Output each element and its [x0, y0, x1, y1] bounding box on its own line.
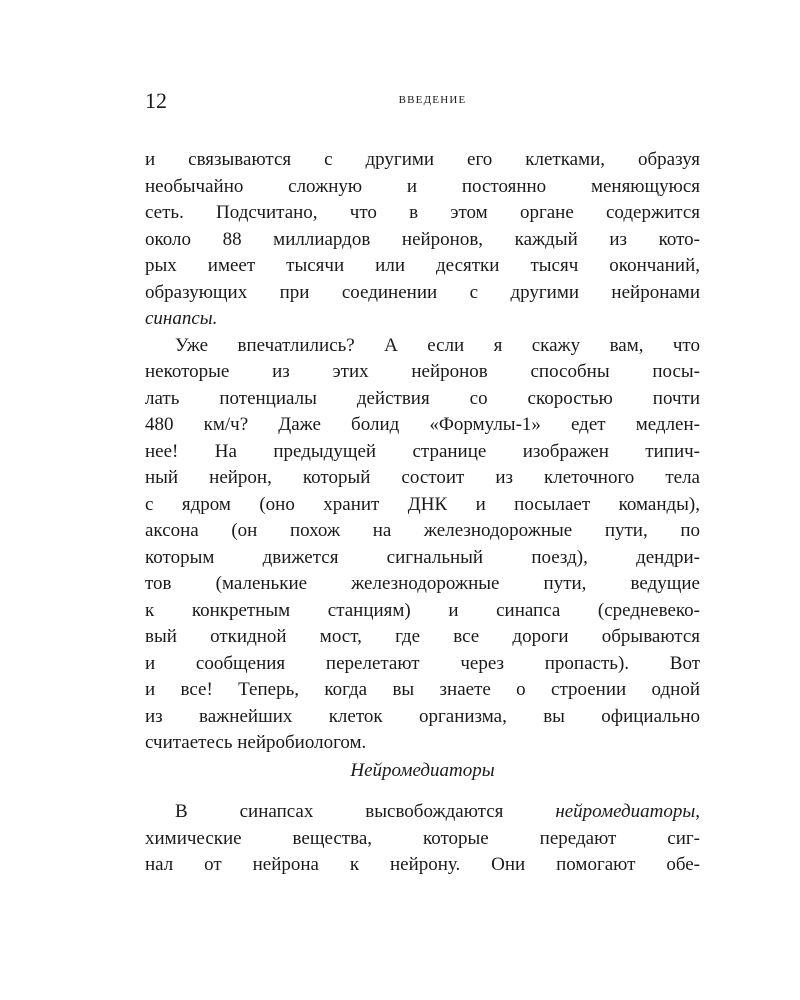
section-heading: Нейромедиаторы	[350, 760, 495, 781]
text-line: химические вещества, которые передают сиг-	[145, 827, 700, 849]
page-number: 12	[145, 88, 167, 113]
text-line: аксона (он похож на железнодорожные пути, по	[145, 520, 700, 541]
text-line: лать потенциалы действия со скоростью почти	[145, 387, 700, 409]
text-line: нее! На предыдущей странице изображен типич-	[145, 440, 700, 462]
text-line: образующих при соединении с другими нейронами	[145, 281, 700, 303]
text-fragment: ,	[695, 801, 700, 822]
text-line: к конкретным станциям) и синапса (средневеко-	[145, 599, 700, 621]
paragraph-1	[145, 147, 700, 333]
text-line: и сообщения перелетают через пропасть). Вот	[145, 652, 700, 674]
text-line: считаетесь нейробиологом.	[145, 732, 367, 753]
text-line: сеть. Подсчитано, что в этом органе содержится	[145, 202, 700, 223]
text-line: которым движется сигнальный поезд), дендри-	[145, 546, 700, 568]
body-text	[145, 147, 700, 757]
term-sinapsy: синапсы.	[145, 308, 218, 329]
body-text-continued	[145, 799, 700, 879]
text-line: и связываются с другими его клетками, образуя	[145, 149, 700, 170]
text-line: некоторые из этих нейронов способны посы-	[145, 361, 700, 382]
text-line: с ядром (оно хранит ДНК и посылает команды),	[145, 493, 700, 515]
text-line: Уже впечатлились? А если я скажу вам, что	[175, 334, 700, 356]
text-line: тов (маленькие железнодорожные пути, ведущие	[145, 573, 700, 594]
text-line	[145, 799, 700, 826]
text-line: и все! Теперь, когда вы знаете о строении одной	[145, 679, 700, 700]
text-line: из важнейших клеток организма, вы официально	[145, 705, 700, 727]
text-line: нал от нейрона к нейрону. Они помогают обе-	[145, 854, 700, 875]
term-neuromediators: нейромедиаторы	[555, 801, 696, 822]
text-line: 480 км/ч? Даже болид «Формулы-1» едет медлен-	[145, 414, 700, 435]
text-line: рых имеет тысячи или десятки тысяч окончаний,	[145, 255, 700, 276]
text-line: ный нейрон, который состоит из клеточного тела	[145, 467, 700, 488]
running-head	[145, 86, 700, 116]
text-fragment: В синапсах высвобождаются	[175, 801, 556, 822]
text-line: около 88 миллиардов нейронов, каждый из кото-	[145, 228, 700, 250]
text-line: необычайно сложную и постоянно меняющуюся	[145, 175, 700, 197]
text-line: вый откидной мост, где все дороги обрываются	[145, 626, 700, 647]
paragraph-3	[145, 799, 700, 879]
running-title: ВВЕДЕНИЕ	[398, 94, 467, 106]
text-line	[145, 306, 700, 333]
paragraph-2	[145, 333, 700, 757]
